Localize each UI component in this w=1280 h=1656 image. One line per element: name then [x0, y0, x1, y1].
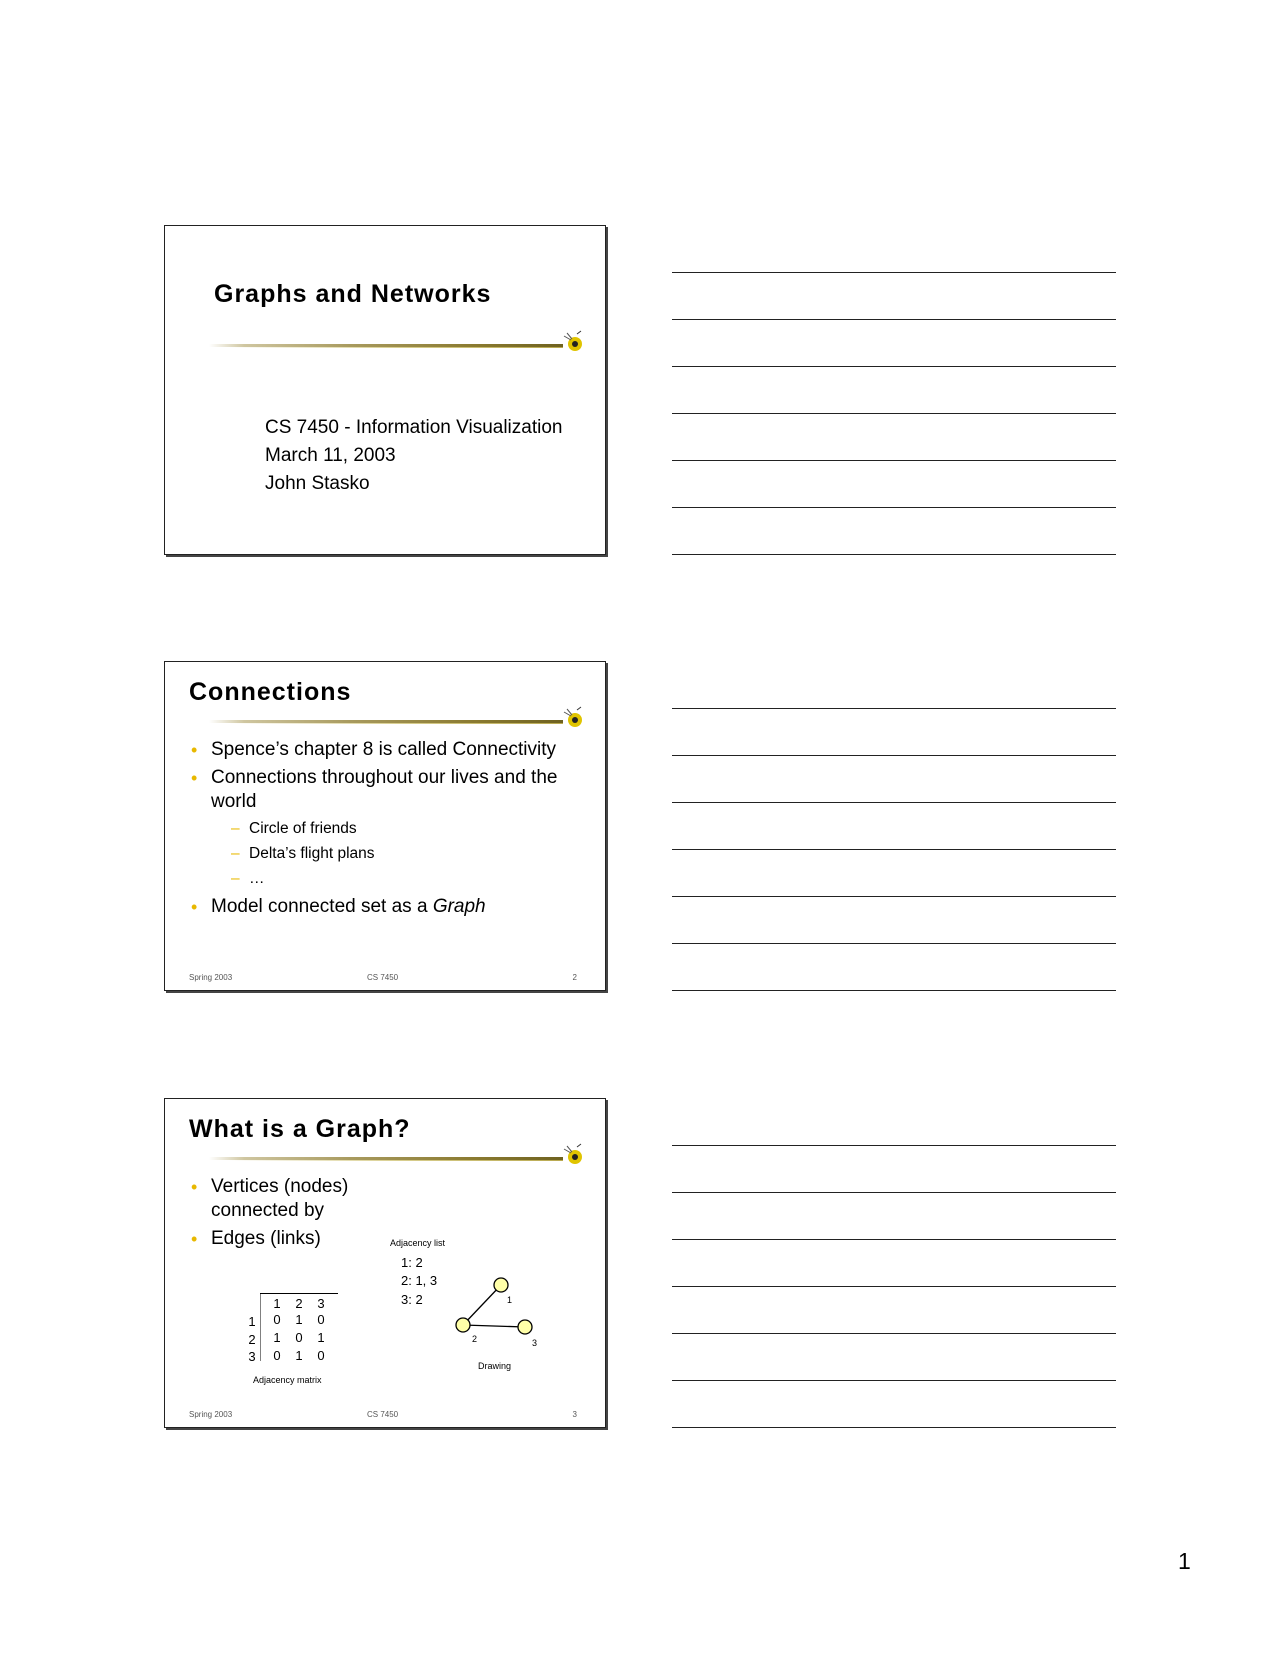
note-line	[672, 554, 1116, 555]
edge-2-3	[463, 1325, 525, 1327]
date: March 11, 2003	[265, 445, 396, 466]
bullet-item: • Model connected set as a Graph	[191, 896, 486, 917]
sub-bullet-list	[211, 816, 591, 891]
slide-subinfo	[265, 414, 562, 498]
matrix-cell: 1	[295, 1312, 303, 1327]
matrix-cell: 1	[295, 1348, 303, 1363]
note-line	[672, 943, 1116, 944]
matrix-cell: 0	[317, 1348, 325, 1363]
adjacency-list-row: 2: 1, 3	[401, 1273, 438, 1288]
footer-slide-number: 2	[572, 973, 577, 982]
sub-bullet-item: – Circle of friends	[231, 820, 357, 837]
footer-slide-number: 3	[572, 1410, 577, 1419]
title-rule	[209, 716, 585, 726]
footer-term: Spring 2003	[189, 1410, 233, 1419]
author: John Stasko	[265, 473, 370, 494]
graph-node-3	[518, 1320, 532, 1334]
note-line	[672, 413, 1116, 414]
matrix-header: 1	[273, 1296, 281, 1311]
slide-title: What is a Graph?	[189, 1115, 411, 1143]
note-line	[672, 272, 1116, 273]
note-line	[672, 319, 1116, 320]
bullet-item: • Edges (links)	[191, 1228, 321, 1249]
matrix-row-label: 3	[248, 1349, 256, 1364]
edge-1-2	[463, 1285, 501, 1325]
bullet-item: • Spence’s chapter 8 is called Connectivity	[191, 739, 557, 760]
bullet-item: • Connections throughout our lives and the world – Circle of friends – Delta’s flight plans – …	[191, 766, 591, 891]
bee-logo-icon	[561, 1143, 585, 1167]
graph-node-2	[456, 1318, 470, 1332]
slide-title: Graphs and Networks	[214, 280, 492, 308]
graph-node-1	[494, 1278, 508, 1292]
matrix-cell: 0	[273, 1312, 281, 1327]
note-line	[672, 1192, 1116, 1193]
title-rule	[209, 340, 585, 350]
matrix-cell: 0	[317, 1312, 325, 1327]
note-line	[672, 1239, 1116, 1240]
bullet-list	[191, 738, 591, 923]
note-line	[672, 507, 1116, 508]
page-number: 1	[1178, 1548, 1191, 1574]
adjacency-list-row: 1: 2	[401, 1255, 423, 1270]
matrix-row-label: 1	[248, 1314, 256, 1329]
slide-2	[164, 661, 606, 991]
note-line	[672, 802, 1116, 803]
slide-1	[164, 225, 606, 555]
course-name: CS 7450 - Information Visualization	[265, 417, 563, 438]
note-line	[672, 1145, 1116, 1146]
note-line	[672, 755, 1116, 756]
note-line	[672, 896, 1116, 897]
sub-bullet-item: – Delta’s flight plans	[231, 845, 375, 862]
note-line	[672, 990, 1116, 991]
adjacency-list-row: 3: 2	[401, 1292, 423, 1307]
note-line	[672, 366, 1116, 367]
node-label: 2	[472, 1334, 478, 1344]
bee-logo-icon	[561, 706, 585, 730]
matrix-header: 2	[295, 1296, 303, 1311]
slide-3	[164, 1098, 606, 1428]
note-line	[672, 460, 1116, 461]
bullet-item: • Vertices (nodes) connected by	[191, 1176, 349, 1221]
note-line	[672, 1380, 1116, 1381]
slide-title: Connections	[189, 678, 352, 706]
footer-course: CS 7450	[367, 1410, 399, 1419]
title-rule	[209, 1153, 585, 1163]
bullet-list	[191, 1175, 371, 1255]
adjacency-list-label: Adjacency list	[390, 1238, 446, 1248]
matrix-cell: 0	[295, 1330, 303, 1345]
bee-logo-icon	[561, 330, 585, 354]
note-line	[672, 1333, 1116, 1334]
note-line	[672, 1427, 1116, 1428]
matrix-header: 3	[317, 1296, 325, 1311]
sub-bullet-item: – …	[231, 870, 265, 887]
note-line	[672, 708, 1116, 709]
matrix-row-label: 2	[248, 1332, 256, 1347]
note-line	[672, 849, 1116, 850]
node-label: 1	[507, 1295, 513, 1305]
footer-course: CS 7450	[367, 973, 399, 982]
matrix-cell: 1	[317, 1330, 325, 1345]
adjacency-matrix-label: Adjacency matrix	[253, 1375, 322, 1385]
matrix-cell: 1	[273, 1330, 281, 1345]
note-line	[672, 1286, 1116, 1287]
graph-drawing	[455, 1277, 565, 1357]
node-label: 3	[532, 1338, 538, 1348]
drawing-label: Drawing	[478, 1361, 512, 1371]
matrix-cell: 0	[273, 1348, 281, 1363]
footer-term: Spring 2003	[189, 973, 233, 982]
